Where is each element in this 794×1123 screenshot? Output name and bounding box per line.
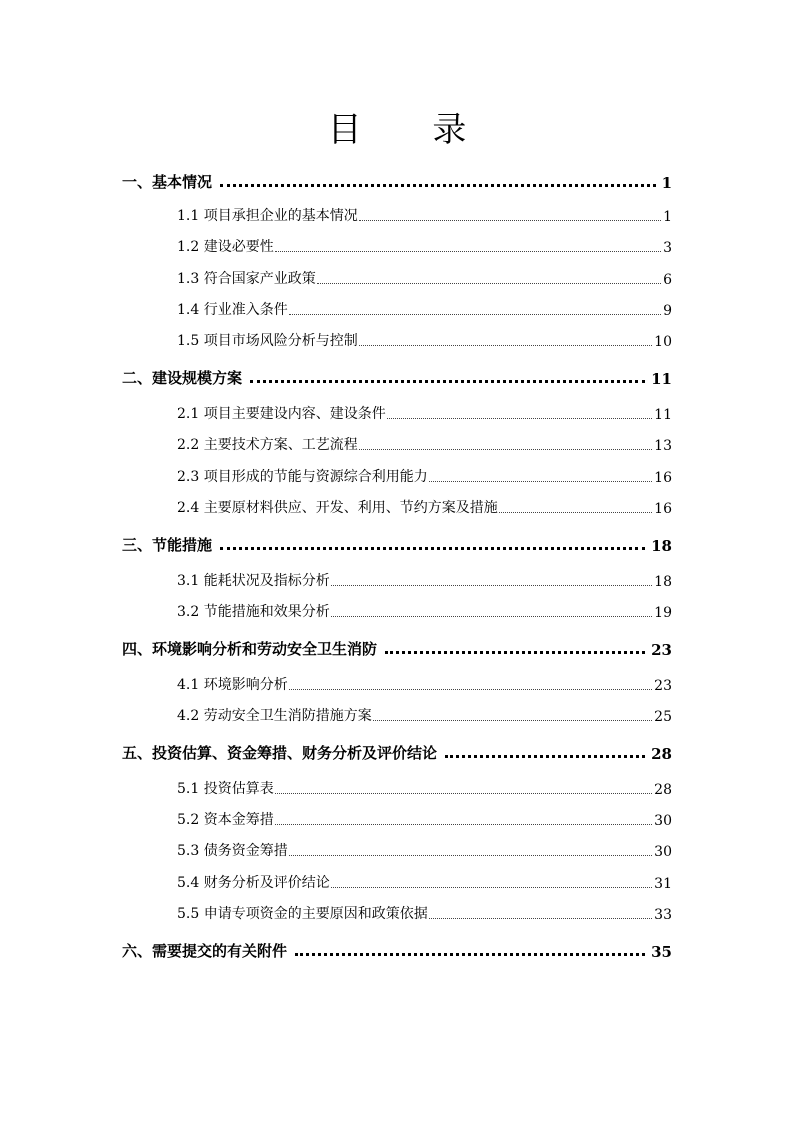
toc-entry[interactable] xyxy=(122,170,672,192)
toc-entry-text: 5.3 债务资金筹措 xyxy=(177,843,288,859)
toc-entry-text: 2.3 项目形成的节能与资源综合利用能力 xyxy=(177,469,428,485)
toc-entry[interactable] xyxy=(177,497,672,517)
toc-page-number: 23 xyxy=(651,641,672,659)
toc-entry[interactable] xyxy=(122,366,672,388)
toc-entry[interactable] xyxy=(177,205,672,225)
dot-leader xyxy=(429,481,652,482)
toc-entry-text: 2.1 项目主要建设内容、建设条件 xyxy=(177,406,386,422)
toc-entry[interactable] xyxy=(177,903,672,923)
toc-page-number: 11 xyxy=(654,407,672,423)
toc-page-number: 23 xyxy=(654,678,672,694)
toc-page-number: 25 xyxy=(654,709,672,725)
toc-page-number: 16 xyxy=(654,470,672,486)
toc-entry[interactable] xyxy=(177,778,672,798)
toc-page-number: 10 xyxy=(654,334,672,350)
dot-leader xyxy=(331,887,652,888)
toc-entry-text: 1.3 符合国家产业政策 xyxy=(177,271,316,287)
dot-leader xyxy=(359,449,652,450)
toc-entry[interactable] xyxy=(122,741,672,763)
toc-entry[interactable] xyxy=(177,403,672,423)
toc-entry[interactable] xyxy=(177,872,672,892)
toc-page-number: 1 xyxy=(661,174,672,192)
toc-entry-text: 五、投资估算、资金筹措、财务分析及评价结论 xyxy=(122,744,438,762)
dot-leader xyxy=(429,918,652,919)
page-title: 目 录 xyxy=(327,110,497,150)
dot-leader xyxy=(295,953,645,956)
toc-entry[interactable] xyxy=(177,840,672,860)
toc-page-number: 31 xyxy=(654,876,672,892)
toc-entry[interactable] xyxy=(177,705,672,725)
dot-leader xyxy=(373,720,652,721)
toc-entry[interactable] xyxy=(177,434,672,454)
toc-entry[interactable] xyxy=(177,809,672,829)
toc-page-number: 30 xyxy=(654,813,672,829)
dot-leader xyxy=(250,380,645,383)
toc-page-number: 16 xyxy=(654,501,672,517)
toc-entry[interactable] xyxy=(122,939,672,961)
toc-entry[interactable] xyxy=(177,674,672,694)
toc-entry-text: 2.2 主要技术方案、工艺流程 xyxy=(177,437,358,453)
toc-entry[interactable] xyxy=(177,466,672,486)
toc-entry-text: 1.5 项目市场风险分析与控制 xyxy=(177,333,358,349)
dot-leader xyxy=(220,547,645,550)
toc-entry[interactable] xyxy=(177,299,672,319)
toc-entry[interactable] xyxy=(177,601,672,621)
toc-entry-text: 三、节能措施 xyxy=(122,536,213,554)
toc-page-number: 6 xyxy=(663,272,672,288)
toc-page-number: 13 xyxy=(654,438,672,454)
toc-entry-text: 5.4 财务分析及评价结论 xyxy=(177,875,330,891)
toc-page-number: 33 xyxy=(654,907,672,923)
dot-leader xyxy=(445,755,645,758)
toc-entry-text: 1.2 建设必要性 xyxy=(177,239,274,255)
dot-leader xyxy=(289,689,652,690)
toc-entry-text: 3.1 能耗状况及指标分析 xyxy=(177,573,330,589)
dot-leader xyxy=(275,793,652,794)
toc-page-number: 30 xyxy=(654,844,672,860)
toc-entry-text: 4.1 环境影响分析 xyxy=(177,677,288,693)
toc-page-number: 18 xyxy=(651,537,672,555)
toc-page-number: 35 xyxy=(651,943,672,961)
toc-page-number: 18 xyxy=(654,574,672,590)
dot-leader xyxy=(499,512,652,513)
toc-entry-text: 2.4 主要原材料供应、开发、利用、节约方案及措施 xyxy=(177,500,498,516)
toc-entry-text: 一、基本情况 xyxy=(122,173,213,191)
toc-entry[interactable] xyxy=(177,268,672,288)
toc-entry-text: 1.4 行业准入条件 xyxy=(177,302,288,318)
dot-leader xyxy=(359,220,661,221)
dot-leader xyxy=(220,184,656,187)
toc-page-number: 28 xyxy=(651,745,672,763)
dot-leader xyxy=(275,824,652,825)
dot-leader xyxy=(359,345,652,346)
dot-leader xyxy=(317,283,661,284)
toc-page-number: 28 xyxy=(654,782,672,798)
toc-page-number: 3 xyxy=(663,240,672,256)
toc-entry[interactable] xyxy=(177,330,672,350)
dot-leader xyxy=(275,251,661,252)
toc-entry[interactable] xyxy=(177,570,672,590)
toc-page-number: 11 xyxy=(651,370,672,388)
toc-entry-text: 四、环境影响分析和劳动安全卫生消防 xyxy=(122,640,378,658)
dot-leader xyxy=(289,855,652,856)
toc-entry-text: 5.5 申请专项资金的主要原因和政策依据 xyxy=(177,906,428,922)
dot-leader xyxy=(331,616,652,617)
toc-entry-text: 5.2 资本金筹措 xyxy=(177,812,274,828)
toc-entry-text: 4.2 劳动安全卫生消防措施方案 xyxy=(177,708,372,724)
toc-entry[interactable] xyxy=(122,637,672,659)
dot-leader xyxy=(331,585,652,586)
toc-entry-text: 3.2 节能措施和效果分析 xyxy=(177,604,330,620)
toc-page-number: 19 xyxy=(654,605,672,621)
toc-entry[interactable] xyxy=(122,533,672,555)
toc-page-number: 1 xyxy=(663,209,672,225)
toc-entry[interactable] xyxy=(177,236,672,256)
dot-leader xyxy=(385,651,645,654)
toc-entry-text: 六、需要提交的有关附件 xyxy=(122,942,288,960)
toc-entry-text: 1.1 项目承担企业的基本情况 xyxy=(177,208,358,224)
dot-leader xyxy=(387,418,652,419)
toc-entry-text: 5.1 投资估算表 xyxy=(177,781,274,797)
toc-entry-text: 二、建设规模方案 xyxy=(122,369,243,387)
toc-page-number: 9 xyxy=(663,303,672,319)
dot-leader xyxy=(289,314,661,315)
